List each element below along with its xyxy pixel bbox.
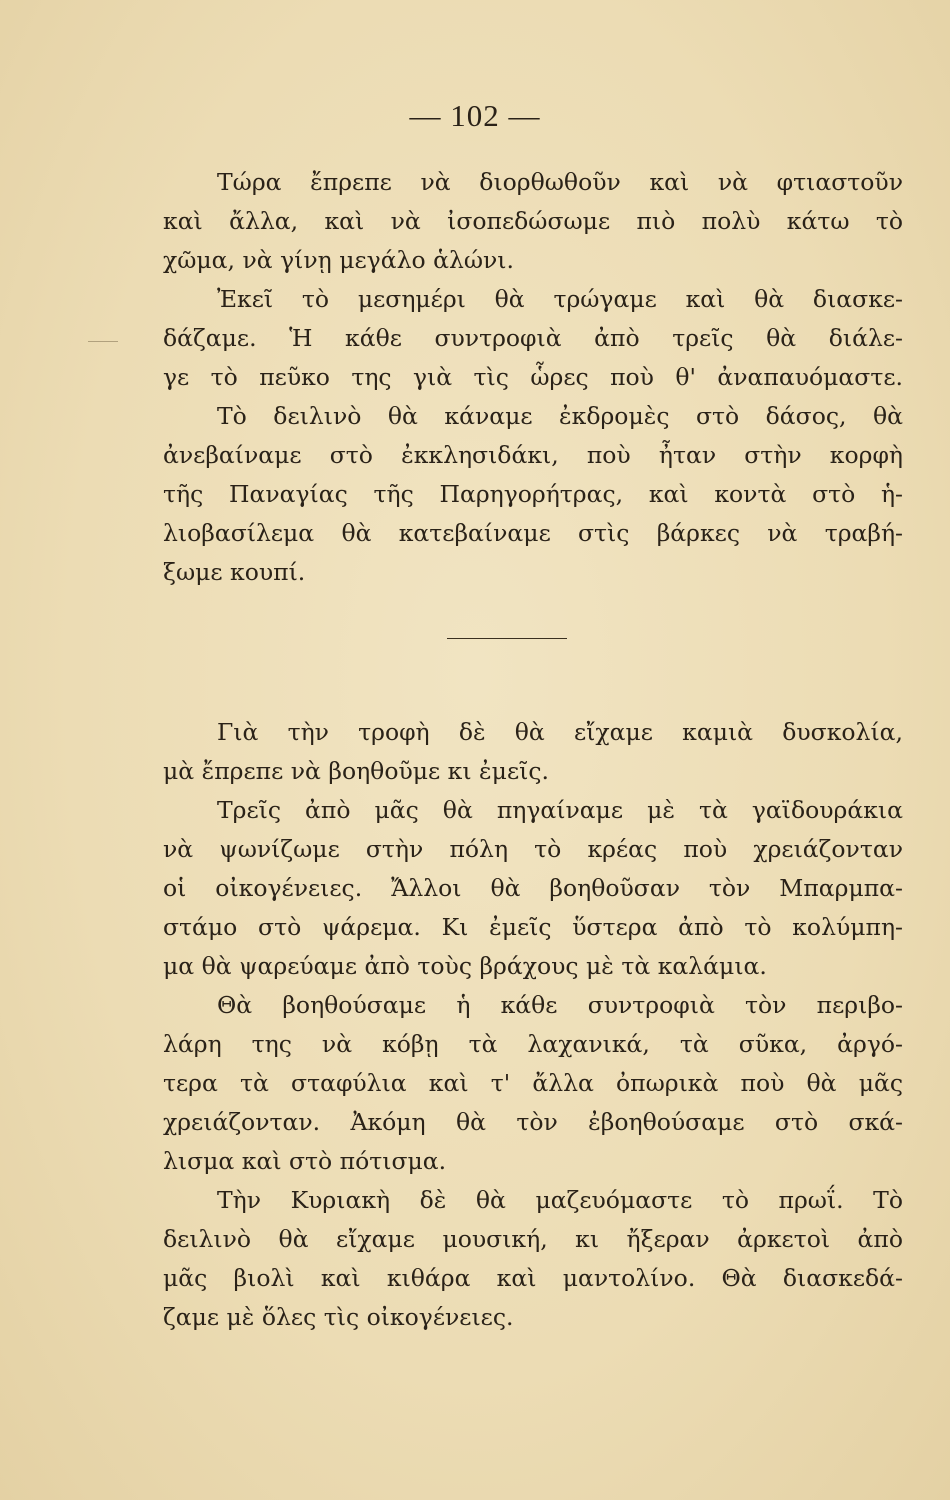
text-line: Ἐκεῖ τὸ μεσημέρι θὰ τρώγαμε καὶ θὰ διασκε-	[217, 285, 903, 313]
text-line: οἱ οἰκογένειες. Ἄλλοι θὰ βοηθοῦσαν τὸν Μπαρμπα-	[163, 874, 903, 902]
text-line: καὶ ἄλλα, καὶ νὰ ἰσοπεδώσωμε πιὸ πολὺ κάτω τὸ	[163, 207, 903, 235]
text-line: Θὰ βοηθούσαμε ἡ κάθε συντροφιὰ τὸν περιβο-	[217, 991, 903, 1019]
margin-mark	[88, 341, 118, 342]
section-divider	[447, 638, 567, 639]
text-line: δειλινὸ θὰ εἴχαμε μουσική, κι ἤξεραν ἀρκετοὶ ἀπὸ	[163, 1225, 903, 1253]
text-line: τῆς Παναγίας τῆς Παρηγορήτρας, καὶ κοντὰ στὸ ἡ-	[163, 480, 903, 508]
text-line: γε τὸ πεῦκο της γιὰ τὶς ὧρες ποὺ θ' ἀναπαυόμαστε.	[163, 363, 903, 391]
text-line: μᾶς βιολὶ καὶ κιθάρα καὶ μαντολίνο. Θὰ διασκεδά-	[163, 1264, 903, 1292]
text-section-1	[163, 163, 903, 592]
text-line: μα θὰ ψαρεύαμε ἀπὸ τοὺς βράχους μὲ τὰ καλάμια.	[163, 952, 767, 980]
text-line: ζαμε μὲ ὅλες τὶς οἰκογένειες.	[163, 1303, 514, 1331]
text-line: χρειάζονταν. Ἀκόμη θὰ τὸν ἐβοηθούσαμε στὸ σκά-	[163, 1108, 903, 1136]
text-line: στάμο στὸ ψάρεμα. Κι ἐμεῖς ὕστερα ἀπὸ τὸ κολύμπη-	[163, 913, 903, 941]
text-line: Τὸ δειλινὸ θὰ κάναμε ἐκδρομὲς στὸ δάσος, θὰ	[217, 402, 903, 430]
text-line: Τρεῖς ἀπὸ μᾶς θὰ πηγαίναμε μὲ τὰ γαϊδουράκια	[217, 796, 903, 824]
text-line: Τὴν Κυριακὴ δὲ θὰ μαζευόμαστε τὸ πρωΐ. Τὸ	[217, 1186, 903, 1214]
text-line: Γιὰ τὴν τροφὴ δὲ θὰ εἴχαμε καμιὰ δυσκολία,	[217, 718, 903, 746]
text-line: λιοβασίλεμα θὰ κατεβαίναμε στὶς βάρκες νὰ τραβή-	[163, 519, 903, 547]
text-line: μὰ ἔπρεπε νὰ βοηθοῦμε κι ἐμεῖς.	[163, 757, 549, 785]
text-line: τερα τὰ σταφύλια καὶ τ' ἄλλα ὀπωρικὰ ποὺ θὰ μᾶς	[163, 1069, 903, 1097]
page-number: — 102 —	[409, 98, 541, 133]
text-line: ξωμε κουπί.	[163, 558, 306, 586]
text-line: δάζαμε. Ἡ κάθε συντροφιὰ ἀπὸ τρεῖς θὰ διάλε-	[163, 324, 903, 352]
text-line: Τώρα ἔπρεπε νὰ διορθωθοῦν καὶ νὰ φτιαστοῦν	[217, 168, 903, 196]
text-line: λισμα καὶ στὸ πότισμα.	[163, 1147, 447, 1175]
text-line: λάρη της νὰ κόβῃ τὰ λαχανικά, τὰ σῦκα, ἀργό-	[163, 1030, 903, 1058]
text-line: ἀνεβαίναμε στὸ ἐκκλησιδάκι, ποὺ ἦταν στὴν κορφὴ	[163, 441, 903, 469]
text-line: χῶμα, νὰ γίνῃ μεγάλο ἁλώνι.	[163, 246, 514, 274]
text-section-2	[163, 713, 903, 1337]
text-line: νὰ ψωνίζωμε στὴν πόλη τὸ κρέας ποὺ χρειάζονταν	[163, 835, 903, 863]
